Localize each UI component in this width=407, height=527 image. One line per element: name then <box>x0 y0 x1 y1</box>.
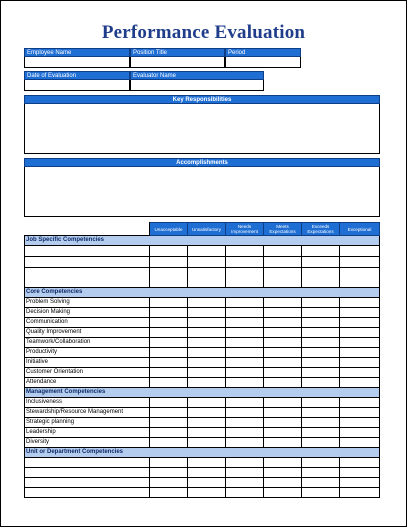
rating-col-unacceptable: Unacceptable <box>150 223 188 236</box>
competency-label: Initiative <box>25 358 150 368</box>
table-row[interactable] <box>25 418 380 428</box>
category-row <box>25 288 380 298</box>
competency-table <box>24 222 380 498</box>
table-row[interactable] <box>25 428 380 438</box>
table-row[interactable] <box>25 468 380 478</box>
table-row[interactable] <box>25 458 380 468</box>
competency-label: Decision Making <box>25 308 150 318</box>
competency-label: Problem Solving <box>25 298 150 308</box>
key-responsibilities-section <box>24 95 380 154</box>
table-row[interactable] <box>25 438 380 448</box>
category-row <box>25 236 380 246</box>
employee-name-field[interactable] <box>24 48 130 68</box>
table-row[interactable] <box>25 358 380 368</box>
competency-label: Customer Orientation <box>25 368 150 378</box>
table-row[interactable] <box>25 318 380 328</box>
competency-label: Teamwork/Collaboration <box>25 338 150 348</box>
date-of-evaluation-label: Date of Evaluation <box>24 71 130 80</box>
position-title-label: Position Title <box>130 48 225 57</box>
competency-label: Communication <box>25 318 150 328</box>
competency-label: Diversity <box>25 438 150 448</box>
rating-col-exceptional: Exceptional <box>340 223 380 236</box>
form-title: Performance Evaluation <box>101 22 306 43</box>
competency-label: Productivity <box>25 348 150 358</box>
category-label: Unit or Department Competencies <box>25 448 380 458</box>
table-row[interactable] <box>25 348 380 358</box>
period-field[interactable] <box>225 48 301 68</box>
table-row[interactable] <box>25 298 380 308</box>
category-label: Job Specific Competencies <box>25 236 380 246</box>
rating-col-unsatisfactory: Unsatisfactory <box>188 223 226 236</box>
accomplishments-textarea[interactable] <box>24 167 380 217</box>
table-row[interactable] <box>25 478 380 488</box>
key-responsibilities-textarea[interactable] <box>24 104 380 154</box>
competency-label: Stewardship/Resource Management <box>25 408 150 418</box>
competency-label: Inclusiveness <box>25 398 150 408</box>
competency-grid <box>24 222 380 498</box>
rating-col-exceeds-expectations: Exceeds Expectations <box>302 223 340 236</box>
evaluator-name-input[interactable] <box>130 80 264 91</box>
key-responsibilities-header: Key Responsibilities <box>24 95 380 104</box>
category-label: Management Competencies <box>25 388 380 398</box>
category-label: Core Competencies <box>25 288 380 298</box>
table-row[interactable] <box>25 268 380 288</box>
evaluator-name-label: Evaluator Name <box>130 71 264 80</box>
accomplishments-section <box>24 158 380 217</box>
table-row[interactable] <box>25 246 380 257</box>
table-row[interactable] <box>25 488 380 498</box>
competency-label: Quality Improvement <box>25 328 150 338</box>
table-row[interactable] <box>25 408 380 418</box>
table-row[interactable] <box>25 338 380 348</box>
rating-col-meets-expectations: Meets Expectations <box>264 223 302 236</box>
category-row <box>25 388 380 398</box>
competency-label: Strategic planning <box>25 418 150 428</box>
table-row[interactable] <box>25 398 380 408</box>
table-row[interactable] <box>25 308 380 318</box>
employee-name-input[interactable] <box>24 57 130 68</box>
competency-label: Attendance <box>25 378 150 388</box>
category-row <box>25 448 380 458</box>
position-title-input[interactable] <box>130 57 225 68</box>
position-title-field[interactable] <box>130 48 225 68</box>
period-label: Period <box>225 48 301 57</box>
header-blank-cell <box>25 223 150 236</box>
period-input[interactable] <box>225 57 301 68</box>
table-row[interactable] <box>25 378 380 388</box>
table-row[interactable] <box>25 257 380 268</box>
accomplishments-header: Accomplishments <box>24 158 380 167</box>
date-of-evaluation-field[interactable] <box>24 71 130 91</box>
employee-name-label: Employee Name <box>24 48 130 57</box>
table-row[interactable] <box>25 368 380 378</box>
rating-col-needs-improvement: Needs Improvement <box>226 223 264 236</box>
table-row[interactable] <box>25 328 380 338</box>
date-of-evaluation-input[interactable] <box>24 80 130 91</box>
competency-label: Leadership <box>25 428 150 438</box>
rating-header-row <box>25 223 380 236</box>
evaluator-name-field[interactable] <box>130 71 264 91</box>
